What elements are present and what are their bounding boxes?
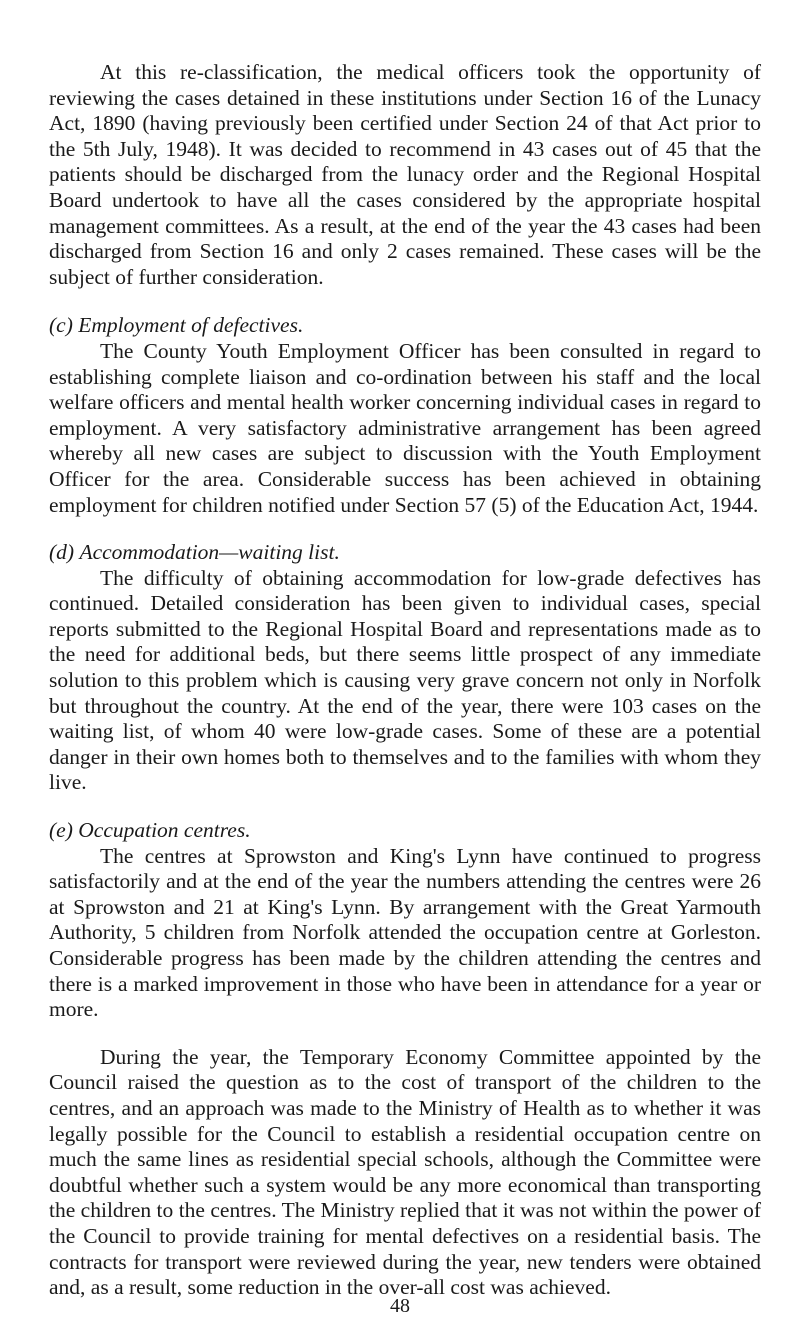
heading-title: Employment of defectives. (78, 313, 304, 338)
spacer (49, 1023, 761, 1045)
paragraph-reclassification: At this re-classification, the medical officers took the opportunity of reviewing the cases detained in these institutions under Section 16 of the Lunacy Act, 1890 (having previously been certified under Section 24 of that Act prior to the 5th July, 1948). It was decided to recommend in 43 cases out of 45 that the patients should be discharged from the lunacy order and the Regional Hospital Board undertook to have all the cases considered by the appropriate hospital management committees. As a result, at the end of the year the 43 cases had been discharged from Section 16 and only 2 cases remained. These cases will be the subject of further consideration. (49, 60, 761, 289)
spacer (49, 796, 761, 818)
paragraph-occupation: The centres at Sprowston and King's Lynn have continued to progress satisfactorily and at the end of the year the numbers attending the centres were 26 at Sprowston and 21 at King's Lynn. By arrangement with the Great Yarmouth Authority, 5 children from Norfolk attended the occupation centre at Gorleston. Considerable progress has been made by the children attending the centres and there is a marked improvement in those who have been in attendance for a year or more. (49, 843, 761, 1022)
heading-title: Accommodation—waiting list. (79, 540, 340, 565)
heading-mark: (e) (49, 818, 73, 843)
heading-mark: (c) (49, 313, 73, 338)
heading-employment (49, 313, 761, 339)
heading-occupation (49, 818, 761, 844)
paragraph-transport: During the year, the Temporary Economy Committee appointed by the Council raised the question as to the cost of transport of the children to the centres, and an approach was made to the Ministry of Health as to whether it was legally possible for the Council to establish a residential occupation centre on much the same lines as residential special schools, although the Committee were doubtful whether such a system would be any more economical than transporting the children to the centres. The Ministry replied that it was not within the power of the Council to provide training for mental defectives on a residential basis. The contracts for transport were reviewed during the year, new tenders were obtained and, as a result, some reduction in the over-all cost was achieved. (49, 1044, 761, 1300)
paragraph-employment: The County Youth Employment Officer has been consulted in regard to establishing complete liaison and co-ordination between his staff and the local welfare officers and mental health worker concerning individual cases in regard to employment. A very satisfactory administrative arrangement has been agreed whereby all new cases are subject to discussion with the Youth Employment Officer for the area. Considerable success has been achieved in obtaining employment for children notified under Section 57 (5) of the Education Act, 1944. (49, 338, 761, 517)
document-page (49, 60, 761, 1301)
spacer (49, 518, 761, 540)
page-number: 48 (390, 1295, 410, 1317)
heading-accommodation (49, 540, 761, 566)
spacer (49, 290, 761, 313)
paragraph-accommodation: The difficulty of obtaining accommodation for low-grade defectives has continued. Detailed consideration has been given to individual cases, special reports submitted to the Regional Hospital Board and representations made as to the need for additional beds, but there seems little prospect of any immediate solution to this problem which is causing very grave concern not only in Norfolk but throughout the country. At the end of the year, there were 103 cases on the waiting list, of whom 40 were low-grade cases. Some of these are a potential danger in their own homes both to themselves and to the families with whom they live. (49, 565, 761, 795)
heading-mark: (d) (49, 540, 75, 565)
heading-title: Occupation centres. (78, 818, 251, 843)
